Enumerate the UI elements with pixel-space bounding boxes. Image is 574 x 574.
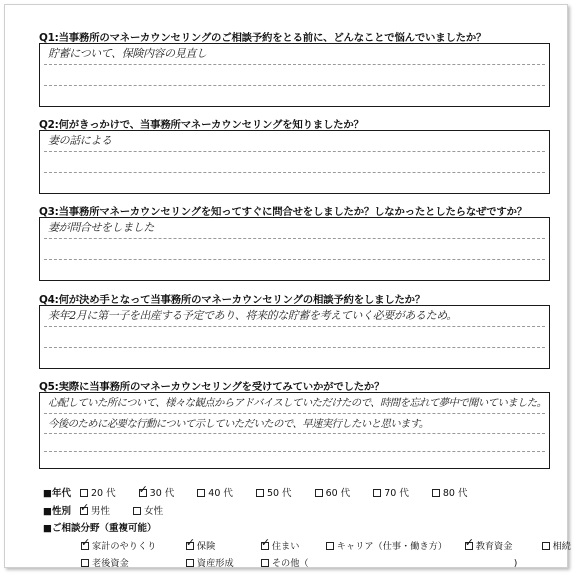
checkbox-icon	[197, 489, 205, 497]
checkbox-icon	[261, 559, 269, 567]
field-housing[interactable]: ✓ 住まい	[261, 538, 313, 552]
ruled-line	[44, 259, 545, 260]
ruled-line	[44, 326, 545, 327]
field-career[interactable]: キャリア（仕事・働き方）	[326, 538, 452, 552]
age-option-80[interactable]: 80 代	[432, 485, 478, 499]
checkbox-icon	[315, 489, 323, 497]
field-other[interactable]: その他（	[261, 555, 501, 569]
field-other-close: )	[513, 558, 518, 569]
gender-option-male[interactable]: ✓ 男性	[80, 503, 120, 517]
answer-box-5	[39, 392, 550, 469]
question-1: Q1:当事務所のマネーカウンセリングのご相談予約をとる前に、どんなことで悩んでいましたか？	[39, 32, 487, 44]
age-option-50[interactable]: 50 代	[256, 485, 302, 499]
ruled-line	[44, 433, 545, 434]
ruled-line	[44, 172, 545, 173]
answer-box-3	[39, 217, 550, 281]
field-household[interactable]: ✓家計のやりくり	[81, 538, 173, 552]
questionnaire-sheet	[4, 4, 571, 569]
gender-row	[43, 503, 183, 517]
checkbox-checked-icon	[465, 542, 473, 550]
field-education[interactable]: ✓ 教育資金	[465, 538, 529, 552]
question-3: Q3:当事務所マネーカウンセリングを知ってすぐに問合せをしましたか？しなかったとしたらなぜですか？	[39, 206, 527, 218]
question-2: Q2:何がきっかけで、当事務所マネーカウンセリングを知りましたか？	[39, 119, 364, 131]
answer-4-text: 来年2月に第一子を出産する予定であり、将来的な貯蓄を考えていく必要があるため。	[48, 309, 457, 322]
field-retirement[interactable]: 老後資金	[81, 555, 173, 569]
checkbox-icon	[432, 489, 440, 497]
age-option-30[interactable]: ✓ 30 代	[139, 485, 185, 499]
age-option-70[interactable]: 70 代	[373, 485, 419, 499]
fields-row-2	[81, 555, 527, 569]
ruled-line	[44, 413, 545, 414]
fields-label: ■ご相談分野（重複可能）	[43, 523, 157, 534]
ruled-line	[44, 238, 545, 239]
checkbox-checked-icon	[186, 542, 194, 550]
age-option-60[interactable]: 60 代	[315, 485, 361, 499]
checkbox-icon	[326, 542, 334, 550]
checkbox-icon	[81, 559, 89, 567]
ruled-line	[44, 64, 545, 65]
checkbox-icon	[542, 542, 550, 550]
field-assets[interactable]: 資産形成	[186, 555, 248, 569]
answer-box-1	[39, 43, 550, 107]
ruled-line	[44, 347, 545, 348]
ruled-line	[44, 151, 545, 152]
checkbox-checked-icon	[261, 542, 269, 550]
answer-1-text: 貯蓄について、保険内容の見直し	[48, 47, 207, 60]
checkbox-checked-icon	[81, 542, 89, 550]
answer-5-line-2: 今後のために必要な行動について示していただいたので、早速実行したいと思います。	[48, 418, 429, 430]
answer-3-text: 妻が問合せをしました	[48, 221, 154, 234]
checkbox-checked-icon	[139, 489, 147, 497]
question-4: Q4:何が決め手となって当事務所のマネーカウンセリングの相談予約をしましたか？	[39, 294, 426, 306]
answer-2-text: 妻の話による	[48, 134, 112, 147]
checkbox-icon	[133, 507, 141, 515]
field-insurance[interactable]: ✓ 保険	[186, 538, 248, 552]
age-label: ■年代	[43, 488, 71, 499]
checkbox-icon	[186, 559, 194, 567]
answer-box-4	[39, 305, 550, 369]
checkbox-icon	[80, 489, 88, 497]
answer-box-2	[39, 130, 550, 194]
question-5: Q5:実際に当事務所のマネーカウンセリングを受けてみていかがでしたか？	[39, 381, 385, 393]
checkbox-checked-icon	[80, 507, 88, 515]
field-inheritance[interactable]: 相続	[542, 538, 574, 552]
checkbox-icon	[256, 489, 264, 497]
gender-option-female[interactable]: 女性	[133, 503, 173, 517]
fields-row-1	[81, 538, 574, 552]
age-row	[43, 485, 487, 499]
age-option-40[interactable]: 40 代	[197, 485, 243, 499]
gender-label: ■性別	[43, 506, 71, 517]
answer-5-line-1: 心配していた所について、様々な観点からアドバイスしていただけたので、時間を忘れて夢中で聞いていました。	[48, 397, 547, 409]
ruled-line	[44, 85, 545, 86]
age-option-20[interactable]: 20 代	[80, 485, 126, 499]
fields-label-row	[43, 520, 162, 534]
ruled-line	[44, 451, 545, 452]
checkbox-icon	[373, 489, 381, 497]
